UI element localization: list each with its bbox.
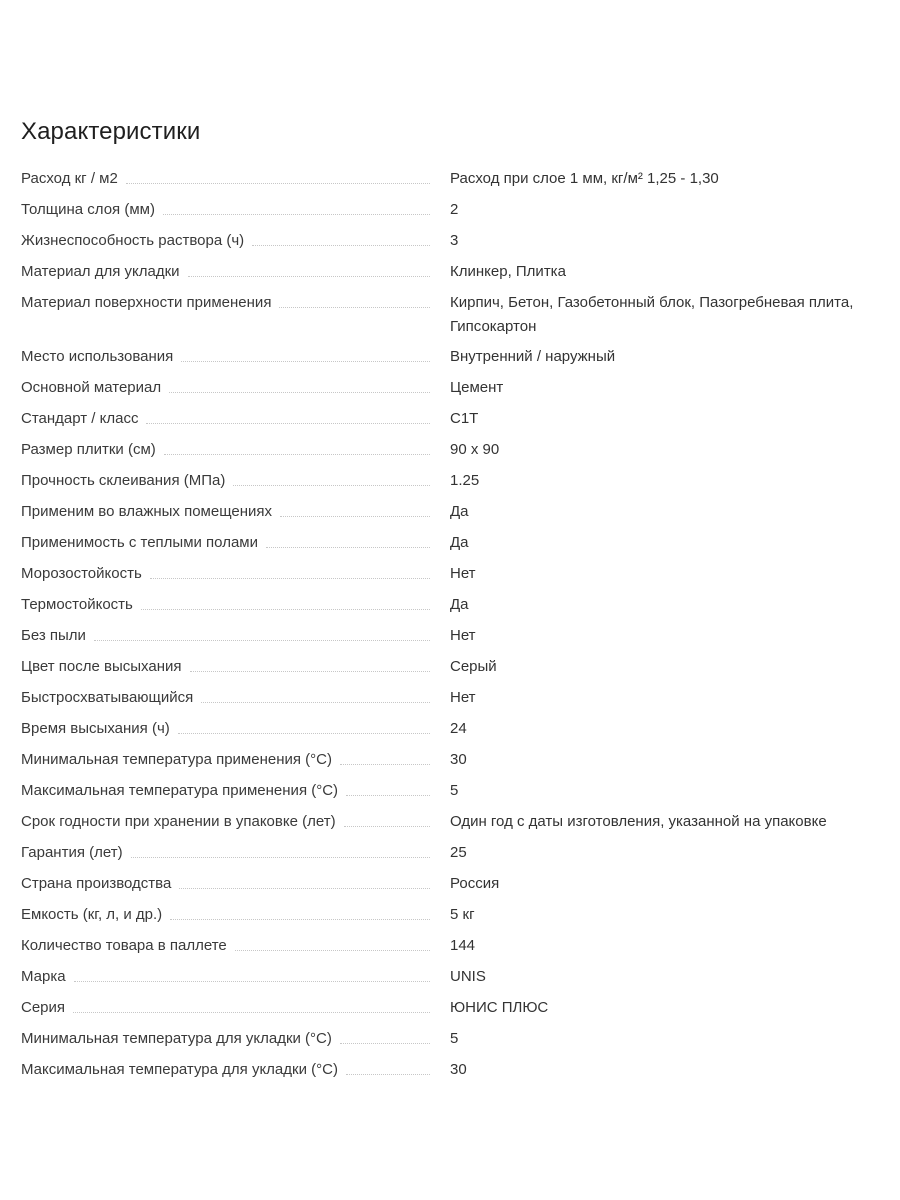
spec-row — [21, 345, 881, 376]
spec-name: Термостойкость — [21, 596, 133, 613]
spec-name-cell — [21, 438, 434, 462]
spec-name: Без пыли — [21, 627, 86, 644]
dotted-leader — [188, 275, 430, 277]
spec-row — [21, 229, 881, 260]
spec-row — [21, 167, 881, 198]
spec-value: 2 — [450, 201, 459, 218]
spec-name: Толщина слоя (мм) — [21, 201, 155, 218]
spec-row — [21, 260, 881, 291]
spec-value: ЮНИС ПЛЮС — [450, 999, 549, 1016]
page-title: Характеристики — [21, 118, 201, 145]
spec-name-cell — [21, 934, 434, 958]
spec-name: Страна производства — [21, 875, 172, 892]
spec-value: Да — [450, 503, 469, 520]
spec-name-cell — [21, 686, 434, 710]
spec-row — [21, 562, 881, 593]
spec-value: Клинкер, Плитка — [450, 263, 566, 280]
spec-name: Материал для укладки — [21, 263, 180, 280]
spec-value: 90 х 90 — [450, 441, 500, 458]
spec-name-cell — [21, 407, 434, 431]
spec-name: Цвет после высыхания — [21, 658, 182, 675]
spec-value: Да — [450, 596, 469, 613]
dotted-leader — [179, 887, 430, 889]
dotted-leader — [169, 391, 430, 393]
spec-name-cell — [21, 198, 434, 222]
spec-name: Жизнеспособность раствора (ч) — [21, 232, 245, 249]
spec-name-cell — [21, 376, 434, 400]
dotted-leader — [164, 453, 430, 455]
spec-name: Срок годности при хранении в упаковке (лет) — [21, 813, 336, 830]
spec-name: Размер плитки (см) — [21, 441, 156, 458]
spec-value: Да — [450, 534, 469, 551]
spec-row — [21, 593, 881, 624]
spec-value: UNIS — [450, 968, 486, 985]
spec-row — [21, 934, 881, 965]
specs-list — [21, 167, 881, 1089]
dotted-leader — [235, 949, 430, 951]
spec-row — [21, 1058, 881, 1089]
dotted-leader — [181, 360, 430, 362]
spec-row — [21, 810, 881, 841]
spec-name-cell — [21, 469, 434, 493]
spec-name-cell — [21, 872, 434, 896]
spec-row — [21, 965, 881, 996]
dotted-leader — [150, 577, 430, 579]
spec-row — [21, 376, 881, 407]
spec-name: Марка — [21, 968, 66, 985]
spec-value: 30 — [450, 751, 467, 768]
spec-name-cell — [21, 531, 434, 555]
spec-name: Быстросхватывающийся — [21, 689, 194, 706]
spec-row — [21, 198, 881, 229]
dotted-leader — [131, 856, 430, 858]
spec-value: Цемент — [450, 379, 504, 396]
spec-value: 25 — [450, 844, 467, 861]
spec-name-cell — [21, 624, 434, 648]
spec-name-cell — [21, 810, 434, 834]
spec-row — [21, 655, 881, 686]
spec-value: Внутренний / наружный — [450, 348, 616, 365]
spec-name: Гарантия (лет) — [21, 844, 123, 861]
spec-name: Стандарт / класс — [21, 410, 139, 427]
spec-row — [21, 841, 881, 872]
spec-row — [21, 407, 881, 438]
spec-value: 1.25 — [450, 472, 480, 489]
spec-value: 144 — [450, 937, 476, 954]
spec-row — [21, 500, 881, 531]
spec-name-cell — [21, 996, 434, 1020]
spec-name-cell — [21, 965, 434, 989]
dotted-leader — [252, 244, 430, 246]
spec-row — [21, 686, 881, 717]
spec-value: 24 — [450, 720, 467, 737]
spec-value: Россия — [450, 875, 500, 892]
dotted-leader — [266, 546, 430, 548]
dotted-leader — [346, 1073, 430, 1075]
dotted-leader — [346, 794, 430, 796]
dotted-leader — [340, 763, 430, 765]
dotted-leader — [73, 1011, 430, 1013]
dotted-leader — [344, 825, 430, 827]
spec-row — [21, 996, 881, 1027]
spec-name-cell — [21, 779, 434, 803]
spec-name-cell — [21, 841, 434, 865]
dotted-leader — [146, 422, 430, 424]
dotted-leader — [178, 732, 430, 734]
spec-name: Основной материал — [21, 379, 162, 396]
dotted-leader — [201, 701, 430, 703]
spec-name: Максимальная температура применения (°C) — [21, 782, 339, 799]
dotted-leader — [74, 980, 430, 982]
spec-name: Материал поверхности применения — [21, 294, 272, 311]
dotted-leader — [126, 182, 430, 184]
spec-name-cell — [21, 748, 434, 772]
spec-name: Морозостойкость — [21, 565, 142, 582]
spec-row — [21, 291, 881, 345]
spec-name: Применимость с теплыми полами — [21, 534, 258, 551]
spec-name: Минимальная температура применения (°C) — [21, 751, 332, 768]
spec-row — [21, 1027, 881, 1058]
spec-value: Серый — [450, 658, 497, 675]
spec-value: 3 — [450, 232, 459, 249]
spec-row — [21, 903, 881, 934]
spec-name: Применим во влажных помещениях — [21, 503, 273, 520]
dotted-leader — [340, 1042, 430, 1044]
spec-row — [21, 438, 881, 469]
spec-name-cell — [21, 500, 434, 524]
spec-value: Нет — [450, 689, 476, 706]
spec-name-cell — [21, 717, 434, 741]
spec-row — [21, 748, 881, 779]
spec-name: Время высыхания (ч) — [21, 720, 170, 737]
spec-name-cell — [21, 1058, 434, 1082]
spec-value: 5 — [450, 1030, 459, 1047]
spec-name-cell — [21, 229, 434, 253]
spec-value: Кирпич, Бетон, Газобетонный блок, Пазогребневая плита, Гипсокартон — [450, 294, 854, 335]
spec-name-cell — [21, 655, 434, 679]
spec-row — [21, 779, 881, 810]
spec-row — [21, 624, 881, 655]
spec-name: Серия — [21, 999, 66, 1016]
dotted-leader — [280, 515, 430, 517]
dotted-leader — [170, 918, 430, 920]
spec-name: Емкость (кг, л, и др.) — [21, 906, 163, 923]
spec-name-cell — [21, 345, 434, 369]
spec-name-cell — [21, 562, 434, 586]
spec-name: Количество товара в паллете — [21, 937, 227, 954]
spec-name: Минимальная температура для укладки (°C) — [21, 1030, 332, 1047]
spec-value: 5 — [450, 782, 459, 799]
spec-name: Расход кг / м2 — [21, 170, 118, 187]
spec-row — [21, 717, 881, 748]
dotted-leader — [163, 213, 430, 215]
spec-name-cell — [21, 291, 434, 315]
dotted-leader — [94, 639, 430, 641]
spec-row — [21, 872, 881, 903]
dotted-leader — [279, 306, 430, 308]
spec-row — [21, 531, 881, 562]
spec-value: Один год с даты изготовления, указанной на упаковке — [450, 813, 827, 830]
spec-value: C1T — [450, 410, 479, 427]
spec-name-cell — [21, 260, 434, 284]
spec-value: Нет — [450, 565, 476, 582]
spec-name-cell — [21, 1027, 434, 1051]
dotted-leader — [233, 484, 430, 486]
spec-value: 5 кг — [450, 906, 475, 923]
dotted-leader — [141, 608, 430, 610]
spec-name-cell — [21, 593, 434, 617]
spec-value: 30 — [450, 1061, 467, 1078]
dotted-leader — [190, 670, 431, 672]
spec-row — [21, 469, 881, 500]
spec-name-cell — [21, 167, 434, 191]
spec-name-cell — [21, 903, 434, 927]
spec-value: Расход при слое 1 мм, кг/м² 1,25 - 1,30 — [450, 170, 719, 187]
spec-name: Место использования — [21, 348, 174, 365]
spec-value: Нет — [450, 627, 476, 644]
spec-name: Максимальная температура для укладки (°C) — [21, 1061, 338, 1078]
spec-name: Прочность склеивания (МПа) — [21, 472, 226, 489]
